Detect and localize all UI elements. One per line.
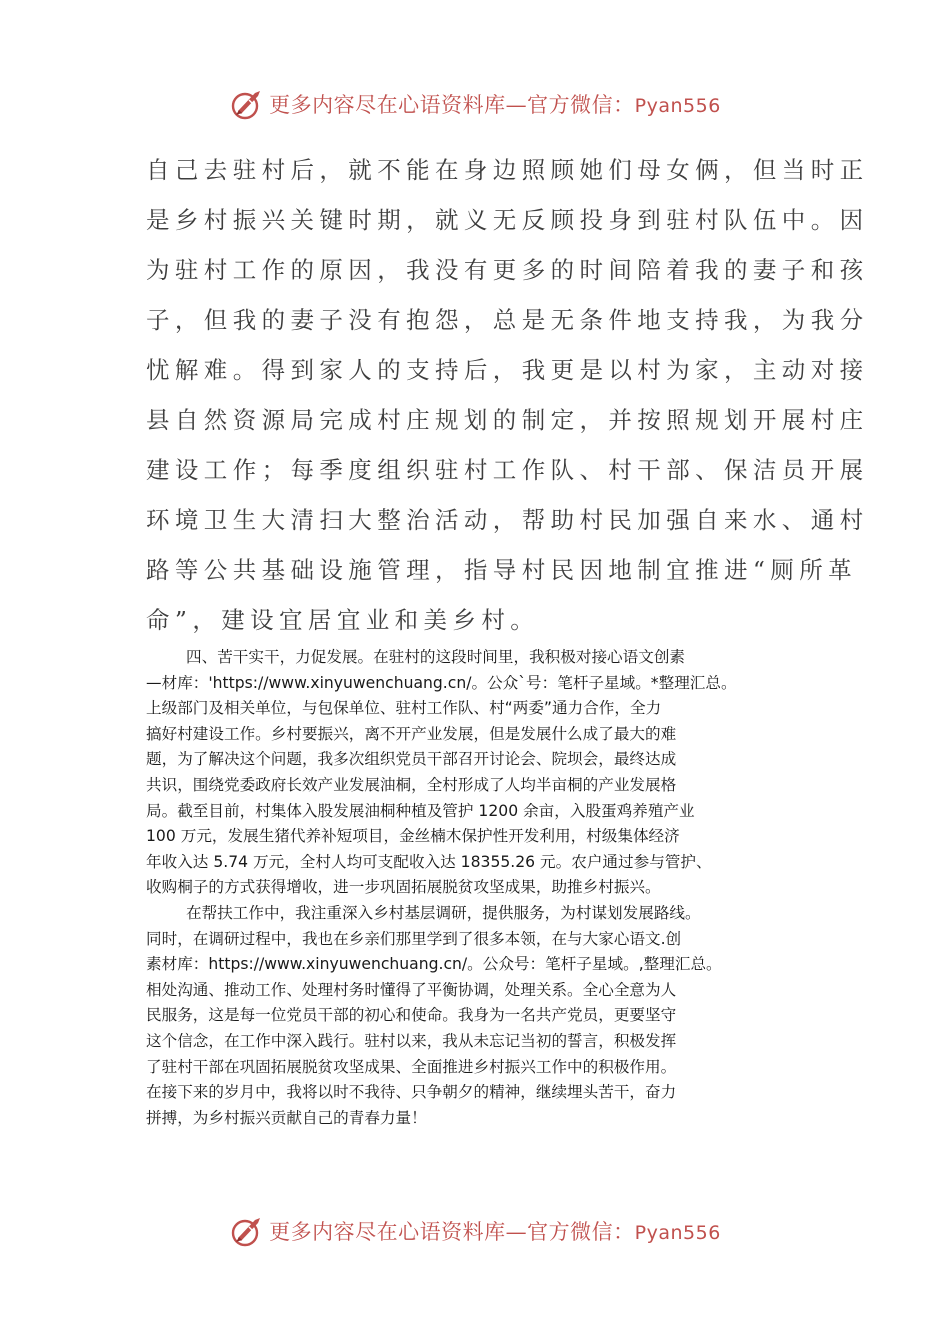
text-line: 年收入达 5.74 万元，全村人均可支配收入达 18355.26 元。农户通过参与管护、: [146, 852, 712, 871]
footer-banner: [0, 1211, 950, 1251]
text-line: —材库：'https://www.xinyuwenchuang.cn/。公众`号：笔杆子星域。*整理汇总。: [146, 673, 737, 692]
text-line: 素材库：https://www.xinyuwenchuang.cn/。公众号：笔杆子星域。,整理汇总。: [146, 955, 722, 974]
text-line: 四、苦干实干，力促发展。在驻村的这段时间里，我积极对接心语文创素: [186, 648, 686, 666]
paragraph-development: [146, 645, 826, 901]
pen-logo-icon: [229, 1214, 265, 1248]
text-line: 建设工作；每季度组织驻村工作队、村干部、保洁员开展: [146, 456, 869, 484]
banner-wechat-id: Pyan556: [634, 1222, 721, 1244]
banner-title: 更多内容尽在心语资料库—官方微信：: [269, 1220, 635, 1244]
text-line: 在帮扶工作中，我注重深入乡村基层调研，提供服务，为村谋划发展路线。: [186, 903, 701, 922]
paragraph-assistance: [146, 901, 826, 1131]
text-line: 100 万元，发展生猪代养补短项目，金丝楠木保护性开发利用，村级集体经济: [146, 827, 680, 846]
text-line: 命”，建设宜居宜业和美乡村。: [146, 606, 540, 634]
header-banner: [0, 84, 950, 124]
text-line: 在接下来的岁月中，我将以时不我待、只争朝夕的精神，继续埋头苦干，奋力: [146, 1083, 677, 1102]
text-line: 收购桐子的方式获得增收，进一步巩固拓展脱贫攻坚成果，助推乡村振兴。: [146, 878, 661, 897]
text-line: 是乡村振兴关键时期，就义无反顾投身到驻村队伍中。因: [146, 206, 869, 234]
banner-text: [269, 89, 721, 119]
text-line: 相处沟通、推动工作、处理村务时懂得了平衡协调，处理关系。全心全意为人: [146, 980, 677, 999]
text-line: 共识，围绕党委政府长效产业发展油桐，全村形成了人均半亩桐的产业发展格: [146, 775, 677, 794]
text-line: 这个信念，在工作中深入践行。驻村以来，我从未忘记当初的誓言，积极发挥: [146, 1031, 677, 1050]
banner-wechat-id: Pyan556: [634, 95, 721, 117]
large-text-block: [146, 145, 869, 645]
small-text-block: [146, 645, 826, 1131]
text-line: 自己去驻村后，就不能在身边照顾她们母女俩，但当时正: [146, 156, 869, 184]
text-line: 搞好村建设工作。乡村要振兴，离不开产业发展，但是发展什么成了最大的难: [146, 724, 677, 743]
banner-title: 更多内容尽在心语资料库—官方微信：: [269, 93, 635, 117]
text-line: 民服务，这是每一位党员干部的初心和使命。我身为一名共产党员，更要坚守: [146, 1006, 677, 1025]
text-line: 了驻村干部在巩固拓展脱贫攻坚成果、全面推进乡村振兴工作中的积极作用。: [146, 1057, 677, 1076]
text-line: 拼搏，为乡村振兴贡献自己的青春力量！: [146, 1108, 427, 1127]
text-line: 同时，在调研过程中，我也在乡亲们那里学到了很多本领，在与大家心语文.创: [146, 929, 682, 948]
text-line: 路等公共基础设施管理，指导村民因地制宜推进“厕所革: [146, 556, 858, 584]
text-line: 局。截至目前，村集体入股发展油桐种植及管护 1200 余亩，入股蛋鸡养殖产业: [146, 801, 695, 820]
pen-logo-icon: [229, 87, 265, 121]
text-line: 为驻村工作的原因，我没有更多的时间陪着我的妻子和孩: [146, 256, 869, 284]
text-line: 县自然资源局完成村庄规划的制定，并按照规划开展村庄: [146, 406, 869, 434]
text-line: 环境卫生大清扫大整治活动，帮助村民加强自来水、通村: [146, 506, 869, 534]
text-line: 题，为了解决这个问题，我多次组织党员干部召开讨论会、院坝会，最终达成: [146, 750, 677, 769]
text-line: 子，但我的妻子没有抱怨，总是无条件地支持我，为我分: [146, 306, 869, 334]
text-line: 上级部门及相关单位，与包保单位、驻村工作队、村“两委”通力合作，全力: [146, 699, 662, 718]
text-line: 忧解难。得到家人的支持后，我更是以村为家，主动对接: [146, 356, 869, 384]
banner-text: [269, 1216, 721, 1246]
